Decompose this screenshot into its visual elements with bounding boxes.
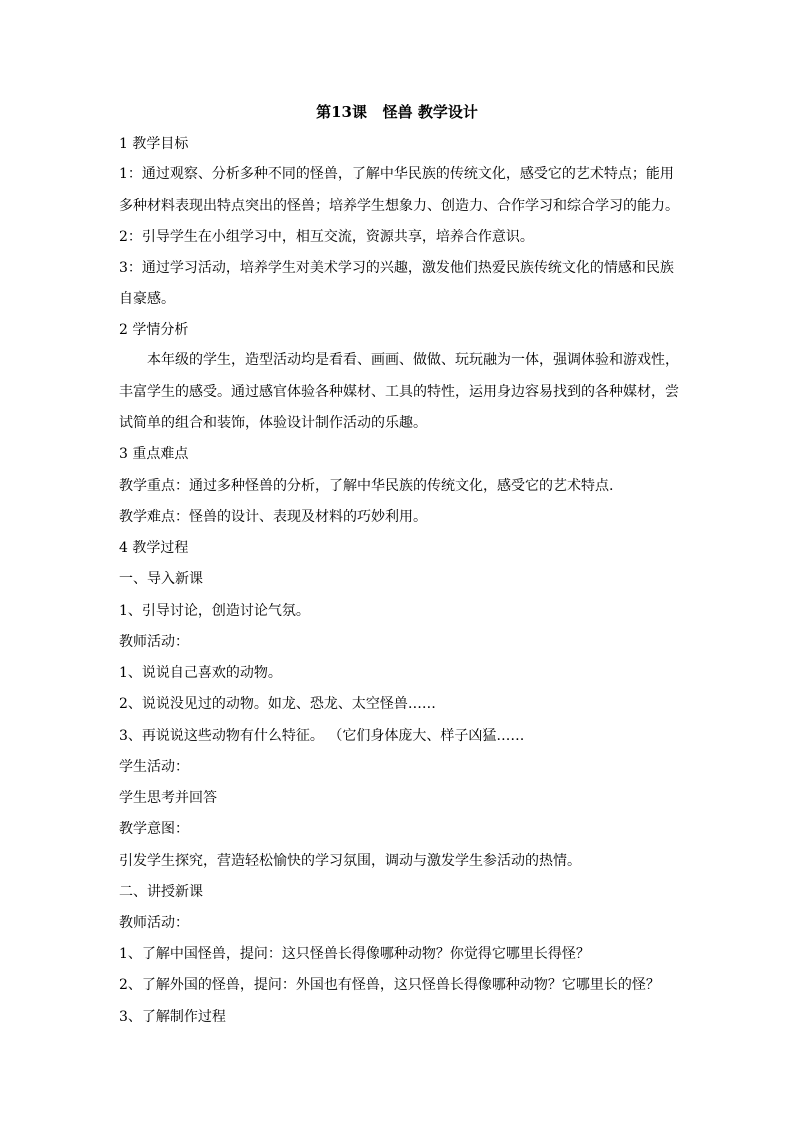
paragraph-line: 教学难点：怪兽的设计、表现及材料的巧妙利用。 — [119, 509, 427, 525]
list-item: 2、说说没见过的动物。如龙、恐龙、太空怪兽…… — [119, 696, 436, 712]
section-heading: 1 教学目标 — [119, 136, 189, 152]
section-heading: 3 重点难点 — [119, 446, 189, 462]
list-item: 3、了解制作过程 — [119, 1009, 226, 1025]
section-heading: 4 教学过程 — [119, 540, 189, 556]
paragraph-line: 丰富学生的感受。通过感官体验各种媒材、工具的特性，运用身边容易找到的各种媒材，尝 — [119, 384, 679, 400]
paragraph-line: 教师活动： — [119, 634, 189, 650]
paragraph-line: 1、引导讨论，创造讨论气氛。 — [119, 603, 310, 619]
paragraph-line: 学生思考并回答 — [119, 790, 217, 806]
paragraph-line: 3：通过学习活动，培养学生对美术学习的兴趣，激发他们热爱民族传统文化的情感和民族 — [119, 260, 674, 276]
paragraph-line: 学生活动： — [119, 759, 189, 775]
paragraph-line: 教学重点：通过多种怪兽的分析，了解中华民族的传统文化，感受它的艺术特点. — [119, 478, 614, 494]
paragraph-line: 多种材料表现出特点突出的怪兽；培养学生想象力、创造力、合作学习和综合学习的能力。 — [119, 198, 679, 214]
list-item: 1、了解中国怪兽，提问：这只怪兽长得像哪种动物？你觉得它哪里长得怪？ — [119, 946, 590, 962]
subsection-heading: 二、讲授新课 — [119, 884, 203, 900]
paragraph-line: 教学意图： — [119, 821, 189, 837]
subsection-heading: 一、导入新课 — [119, 571, 203, 587]
paragraph-line: 自豪感。 — [119, 291, 175, 307]
section-heading: 2 学情分析 — [119, 322, 189, 338]
list-item: 1、说说自己喜欢的动物。 — [119, 665, 282, 681]
paragraph-line: 教师活动： — [119, 915, 189, 931]
paragraph-line: 试简单的组合和装饰，体验设计制作活动的乐趣。 — [119, 415, 427, 431]
list-item: 3、再说说这些动物有什么特征。 （它们身体庞大、样子凶猛…… — [119, 728, 525, 744]
paragraph-line: 本年级的学生，造型活动均是看看、画画、做做、玩玩融为一体，强调体验和游戏性， — [147, 352, 679, 368]
paragraph-line: 2：引导学生在小组学习中，相互交流，资源共享，培养合作意识。 — [119, 229, 534, 245]
page-title: 第13课 怪兽 教学设计 — [316, 103, 478, 121]
list-item: 2、了解外国的怪兽，提问：外国也有怪兽，这只怪兽长得像哪种动物？它哪里长的怪？ — [119, 977, 660, 993]
paragraph-line: 引发学生探究，营造轻松愉快的学习氛围，调动与激发学生参活动的热情。 — [119, 853, 581, 869]
paragraph-line: 1：通过观察、分析多种不同的怪兽，了解中华民族的传统文化，感受它的艺术特点；能用 — [119, 166, 674, 182]
